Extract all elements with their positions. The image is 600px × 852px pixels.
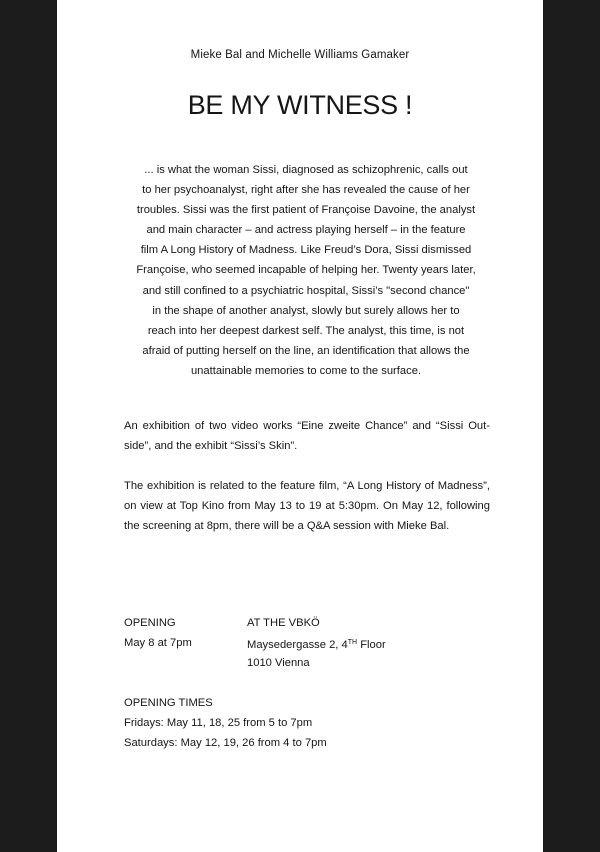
opening-label: OPENING [124,617,176,629]
opening-times-saturdays: Saturdays: May 12, 19, 26 from 4 to 7pm [124,737,327,749]
intro-line: unattainable memories to come to the surface. [190,364,422,377]
venue-floor-suffix: TH [347,639,358,646]
page-title: BE MY WITNESS ! [187,90,413,120]
opening-times-label: OPENING TIMES [124,697,213,709]
intro-line: troubles. Sissi was the first patient of Françoise Davoine, the analyst [136,204,476,217]
exhibition-paragraph: An exhibition of two video works “Eine zweite Chance” and “Sissi Out-side”, and the exhibit “Sissi’s Skin”. [124,420,490,453]
opening-times-fridays: Fridays: May 11, 18, 25 from 5 to 7pm [124,717,313,729]
venue-city: 1010 Vienna [247,657,310,669]
venue-label: AT THE VBKÖ [247,617,320,629]
intro-line: and still confined to a psychiatric hospital, Sissi’s "second chance" [142,284,470,297]
venue-floor: Floor [357,639,386,651]
intro-line: ... is what the woman Sissi, diagnosed as schizophrenic, calls out [144,164,468,176]
venue-address [247,633,386,655]
intro-line: and main character – and actress playing herself – in the feature [146,224,466,237]
venue-street: Maysedergasse 2, 4 [247,639,348,651]
authors-line: Mieke Bal and Michelle Williams Gamaker [190,49,410,61]
intro-paragraph [123,160,489,381]
film-paragraph: The exhibition is related to the feature film, “A Long History of Madness”, on view at Top Kino from May 13 to 19 at 5:30pm. On May 12, following the screening at 8pm, there will be a Q&A session with Mieke Bal. [124,480,490,533]
intro-line: Françoise, who seemed incapable of helping her. Twenty years later, [136,264,476,277]
document-page [57,0,543,852]
intro-line: to her psychoanalyst, right after she has revealed the cause of her [142,184,470,197]
intro-line: afraid of putting herself on the line, an identification that allows the [142,344,470,357]
intro-line: reach into her deepest darkest self. The analyst, this time, is not [147,324,465,337]
intro-line: in the shape of another analyst, slowly but surely allows her to [152,304,460,317]
intro-line: film A Long History of Madness. Like Freud’s Dora, Sissi dismissed [140,244,472,257]
opening-date: May 8 at 7pm [124,637,192,649]
